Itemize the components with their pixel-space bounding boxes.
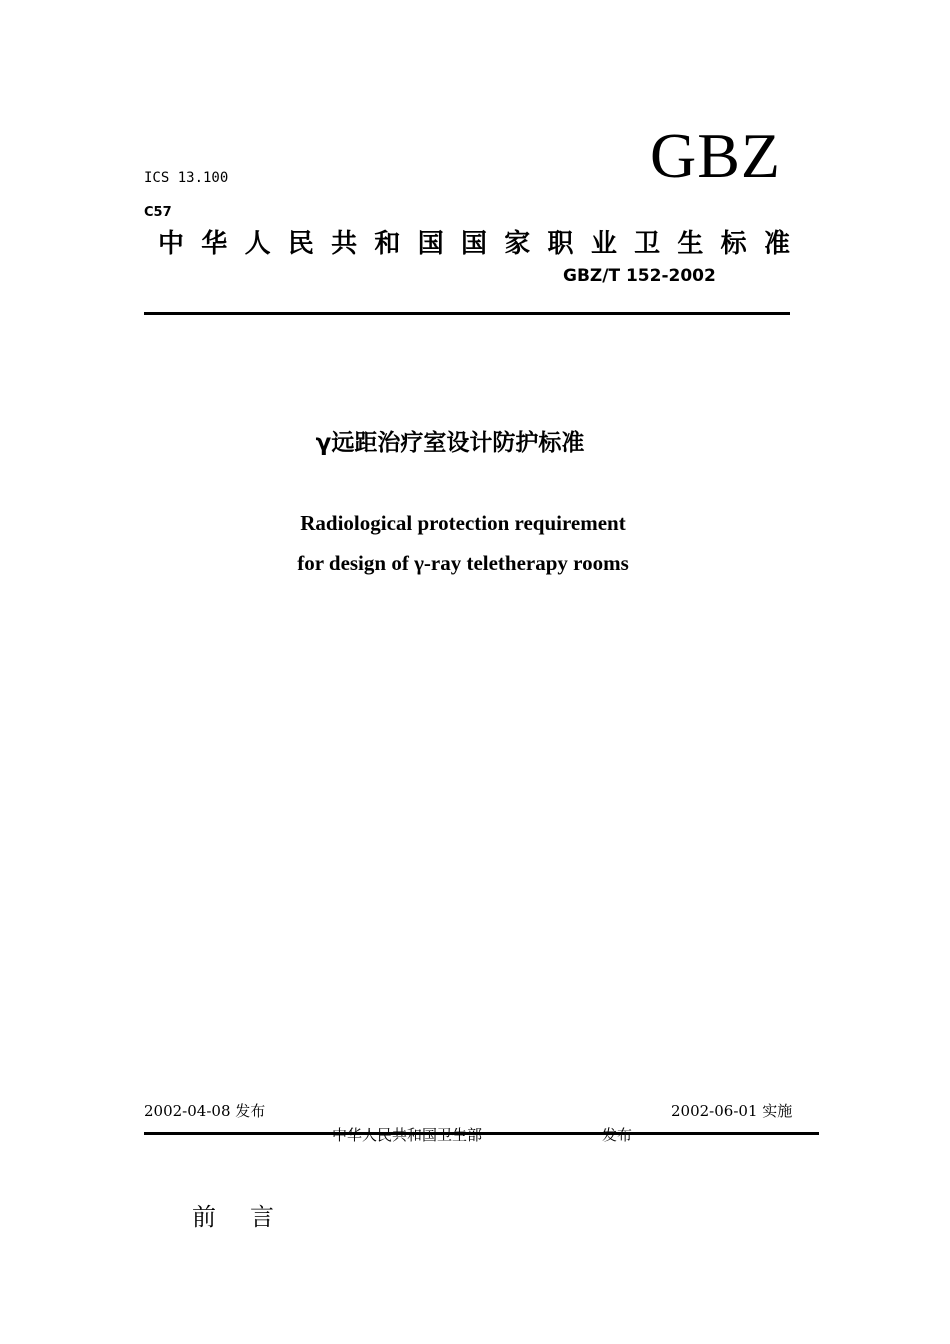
standard-name-char: 人 [244, 229, 271, 259]
issue-label: 发布 [602, 1126, 633, 1144]
standard-name-char: 生 [677, 229, 704, 259]
standard-name-char: 准 [763, 229, 790, 259]
ics-number: ICS 13.100 [144, 170, 229, 186]
standard-number: GBZ/T 152-2002 [563, 266, 716, 286]
document-title-cn: γ远距治疗室设计防护标准 [315, 430, 585, 456]
issuing-authority: 中华人民共和国卫生部 [332, 1126, 483, 1144]
standard-name-char: 业 [590, 229, 617, 259]
implementation-date: 2002-06-01 实施 [671, 1102, 793, 1120]
standard-name-char: 民 [287, 229, 314, 259]
preface-heading: 前言 [192, 1203, 308, 1231]
document-title-en-line2: for design of γ-ray teletherapy rooms [297, 551, 629, 575]
standard-name [158, 227, 790, 261]
gbz-logo: GBZ [650, 120, 781, 191]
document-title-en-line1: Radiological protection requirement [300, 511, 626, 535]
standard-name-char: 职 [547, 229, 574, 259]
standard-name-char: 家 [504, 229, 531, 259]
standard-name-char: 华 [201, 229, 228, 259]
classification-code: C57 [144, 205, 172, 220]
issue-date: 2002-04-08 发布 [144, 1102, 266, 1120]
header-divider [144, 312, 790, 315]
standard-name-char: 卫 [634, 229, 661, 259]
standard-name-char: 国 [417, 229, 444, 259]
standard-name-char: 和 [374, 229, 401, 259]
standard-name-char: 标 [720, 229, 747, 259]
standard-name-char: 共 [331, 229, 358, 259]
standard-name-char: 中 [158, 229, 185, 259]
standard-name-char: 国 [460, 229, 487, 259]
